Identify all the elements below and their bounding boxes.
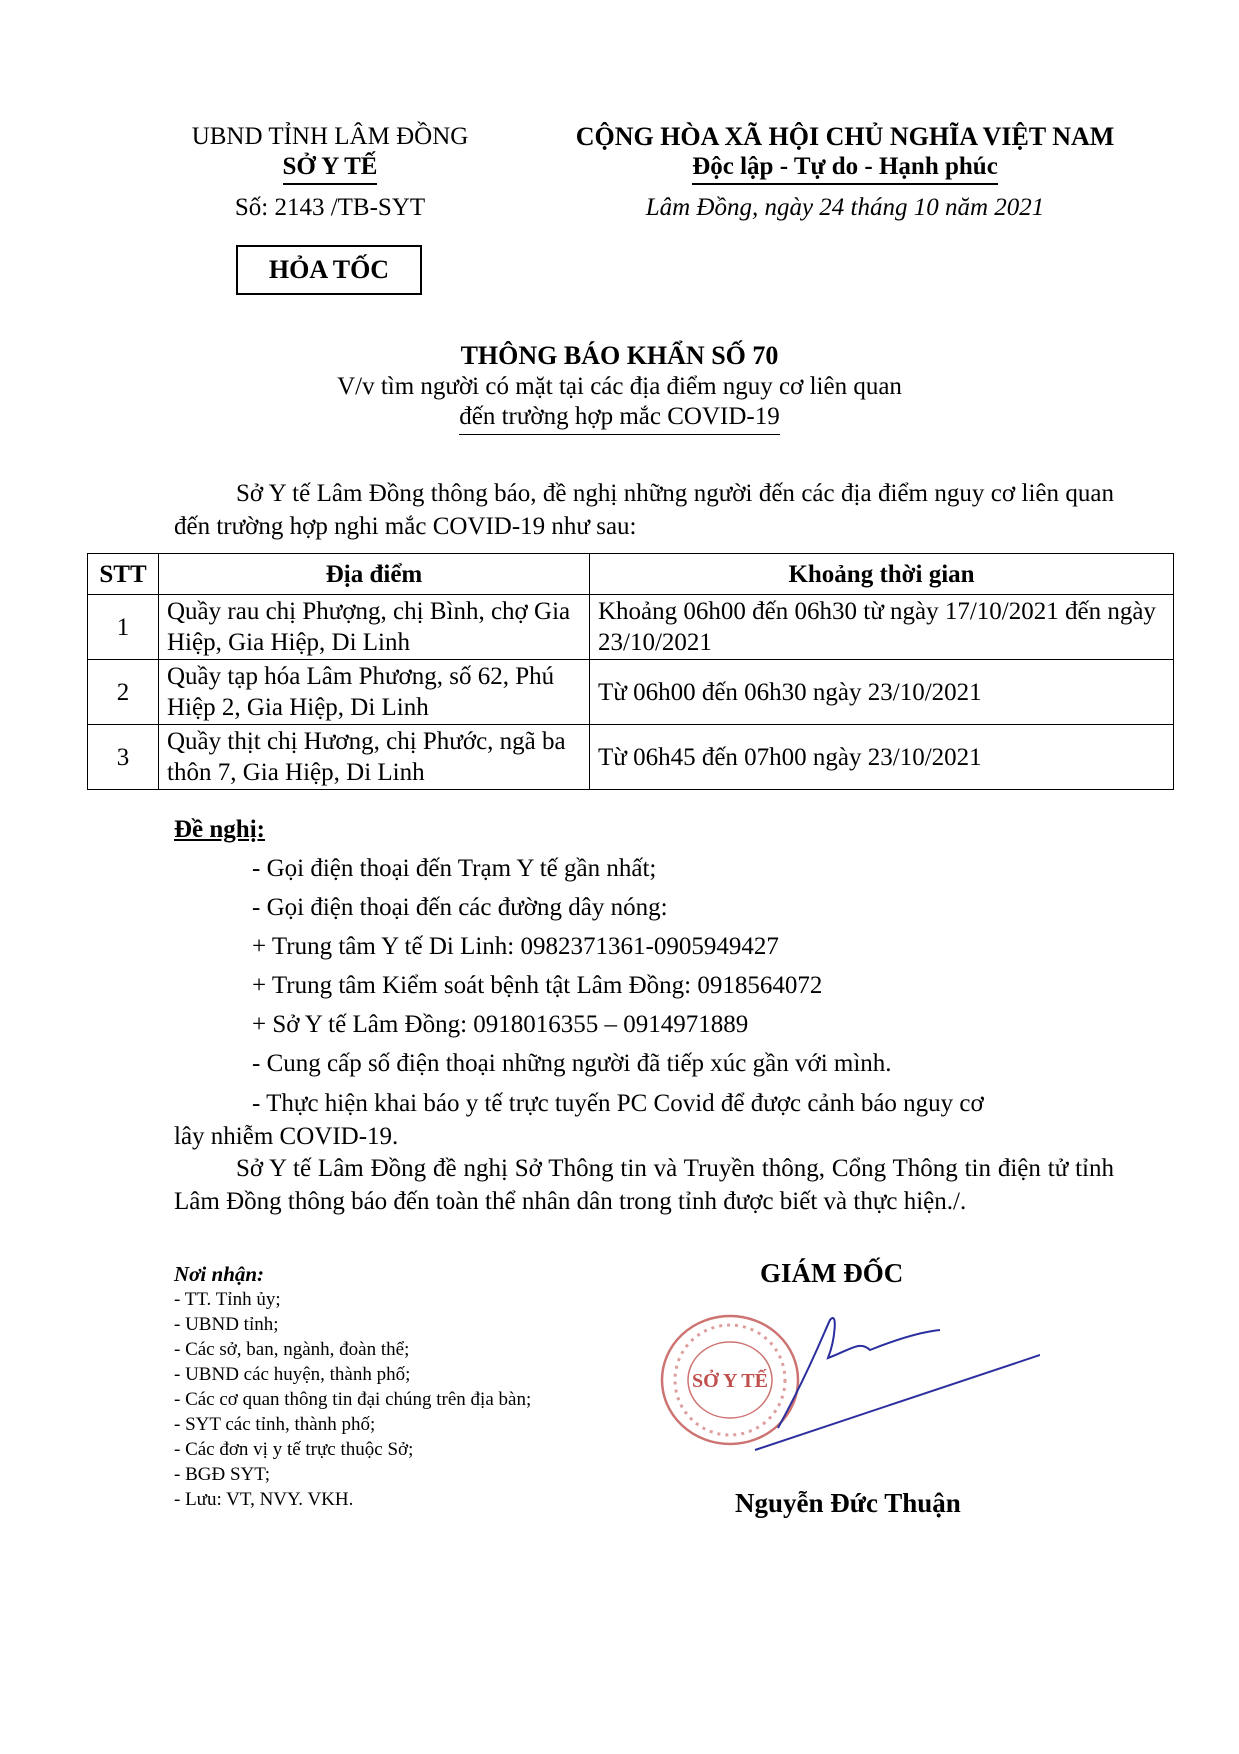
header-place: Địa điểm	[159, 554, 590, 595]
table-row	[88, 725, 1174, 790]
country-name: CỘNG HÒA XÃ HỘI CHỦ NGHĨA VIỆT NAM	[575, 122, 1115, 151]
proposal-item: - Cung cấp số điện thoại những người đã tiếp xúc gần với mình.	[252, 1050, 892, 1077]
subject-line-1: V/v tìm người có mặt tại các địa điểm nguy cơ liên quan	[337, 373, 902, 400]
proposal-item: - Gọi điện thoại đến Trạm Y tế gần nhất;	[252, 855, 657, 882]
recipients-list	[174, 1262, 634, 1512]
signer-name: Nguyễn Đức Thuận	[735, 1488, 961, 1518]
intro-paragraph: Sở Y tế Lâm Đồng thông báo, đề nghị những người đến các địa điểm nguy cơ liên quan đến trường hợp nghi mắc COVID-19 như sau:	[174, 480, 1114, 540]
official-stamp-and-signature	[660, 1310, 1040, 1470]
header-right	[545, 122, 1145, 223]
recipient-item: - Các sở, ban, ngành, đoàn thể;	[174, 1339, 410, 1360]
header-time: Khoảng thời gian	[590, 554, 1174, 595]
urgency-badge: HỎA TỐC	[236, 245, 422, 295]
recipient-item: - TT. Tỉnh ủy;	[174, 1289, 281, 1310]
stamp-text: SỞ Y TẾ	[692, 1370, 768, 1392]
cell-time: Từ 06h45 đến 07h00 ngày 23/10/2021	[590, 725, 1174, 790]
agency-name: SỞ Y TẾ	[283, 152, 378, 185]
cell-place: Quầy rau chị Phượng, chị Bình, chợ Gia Hiệp, Gia Hiệp, Di Linh	[159, 595, 590, 660]
proposal-item: + Trung tâm Kiểm soát bệnh tật Lâm Đồng: 0918564072	[252, 972, 823, 999]
cell-stt: 2	[88, 660, 159, 725]
header-left	[170, 122, 490, 223]
motto: Độc lập - Tự do - Hạnh phúc	[692, 152, 998, 185]
cell-time: Từ 06h00 đến 06h30 ngày 23/10/2021	[590, 660, 1174, 725]
closing-paragraph: Sở Y tế Lâm Đồng đề nghị Sở Thông tin và Truyền thông, Cổng Thông tin điện tử tỉnh Lâm Đồng thông báo đến toàn thể nhân dân trong tỉnh được biết và thực hiện./.	[174, 1155, 1114, 1215]
locations-table	[87, 553, 1174, 790]
recipient-item: - UBND tỉnh;	[174, 1314, 279, 1335]
place-date: Lâm Đồng, ngày 24 tháng 10 năm 2021	[645, 194, 1045, 221]
header-stt: STT	[88, 554, 159, 595]
stamp-icon	[662, 1316, 798, 1444]
document-title: THÔNG BÁO KHẨN SỐ 70	[460, 341, 779, 370]
recipient-item: - Các cơ quan thông tin đại chúng trên địa bàn;	[174, 1389, 532, 1410]
recipient-item: - Các đơn vị y tế trực thuộc Sở;	[174, 1439, 414, 1460]
proposal-section	[174, 810, 1124, 1153]
cell-place: Quầy thịt chị Hương, chị Phước, ngã ba thôn 7, Gia Hiệp, Di Linh	[159, 725, 590, 790]
table-row	[88, 660, 1174, 725]
cell-time: Khoảng 06h00 đến 06h30 từ ngày 17/10/2021 đến ngày 23/10/2021	[590, 595, 1174, 660]
recipient-item: - UBND các huyện, thành phố;	[174, 1364, 411, 1385]
document-number: Số: 2143 /TB-SYT	[234, 194, 426, 221]
signer-title: GIÁM ĐỐC	[760, 1258, 904, 1288]
recipient-item: - SYT các tỉnh, thành phố;	[174, 1414, 376, 1435]
table-header-row	[88, 554, 1174, 595]
subject-line-2: đến trường hợp mắc COVID-19	[459, 402, 779, 435]
cell-stt: 1	[88, 595, 159, 660]
recipient-item: - BGĐ SYT;	[174, 1464, 271, 1485]
proposal-item-continued: lây nhiễm COVID-19.	[174, 1123, 399, 1150]
proposal-item: + Sở Y tế Lâm Đồng: 0918016355 – 0914971889	[252, 1011, 749, 1038]
cell-place: Quầy tạp hóa Lâm Phương, số 62, Phú Hiệp 2, Gia Hiệp, Di Linh	[159, 660, 590, 725]
cell-stt: 3	[88, 725, 159, 790]
agency-parent: UBND TỈNH LÂM ĐỒNG	[191, 123, 469, 150]
proposal-item: - Thực hiện khai báo y tế trực tuyến PC Covid để được cảnh báo nguy cơ	[252, 1090, 984, 1117]
title-block	[0, 340, 1239, 435]
table-row	[88, 595, 1174, 660]
proposal-heading: Đề nghị:	[174, 816, 265, 843]
recipients-heading: Nơi nhận:	[174, 1262, 265, 1286]
recipient-item: - Lưu: VT, NVY. VKH.	[174, 1489, 354, 1510]
proposal-item: + Trung tâm Y tế Di Linh: 0982371361-0905949427	[252, 933, 779, 960]
proposal-item: - Gọi điện thoại đến các đường dây nóng:	[252, 894, 668, 921]
